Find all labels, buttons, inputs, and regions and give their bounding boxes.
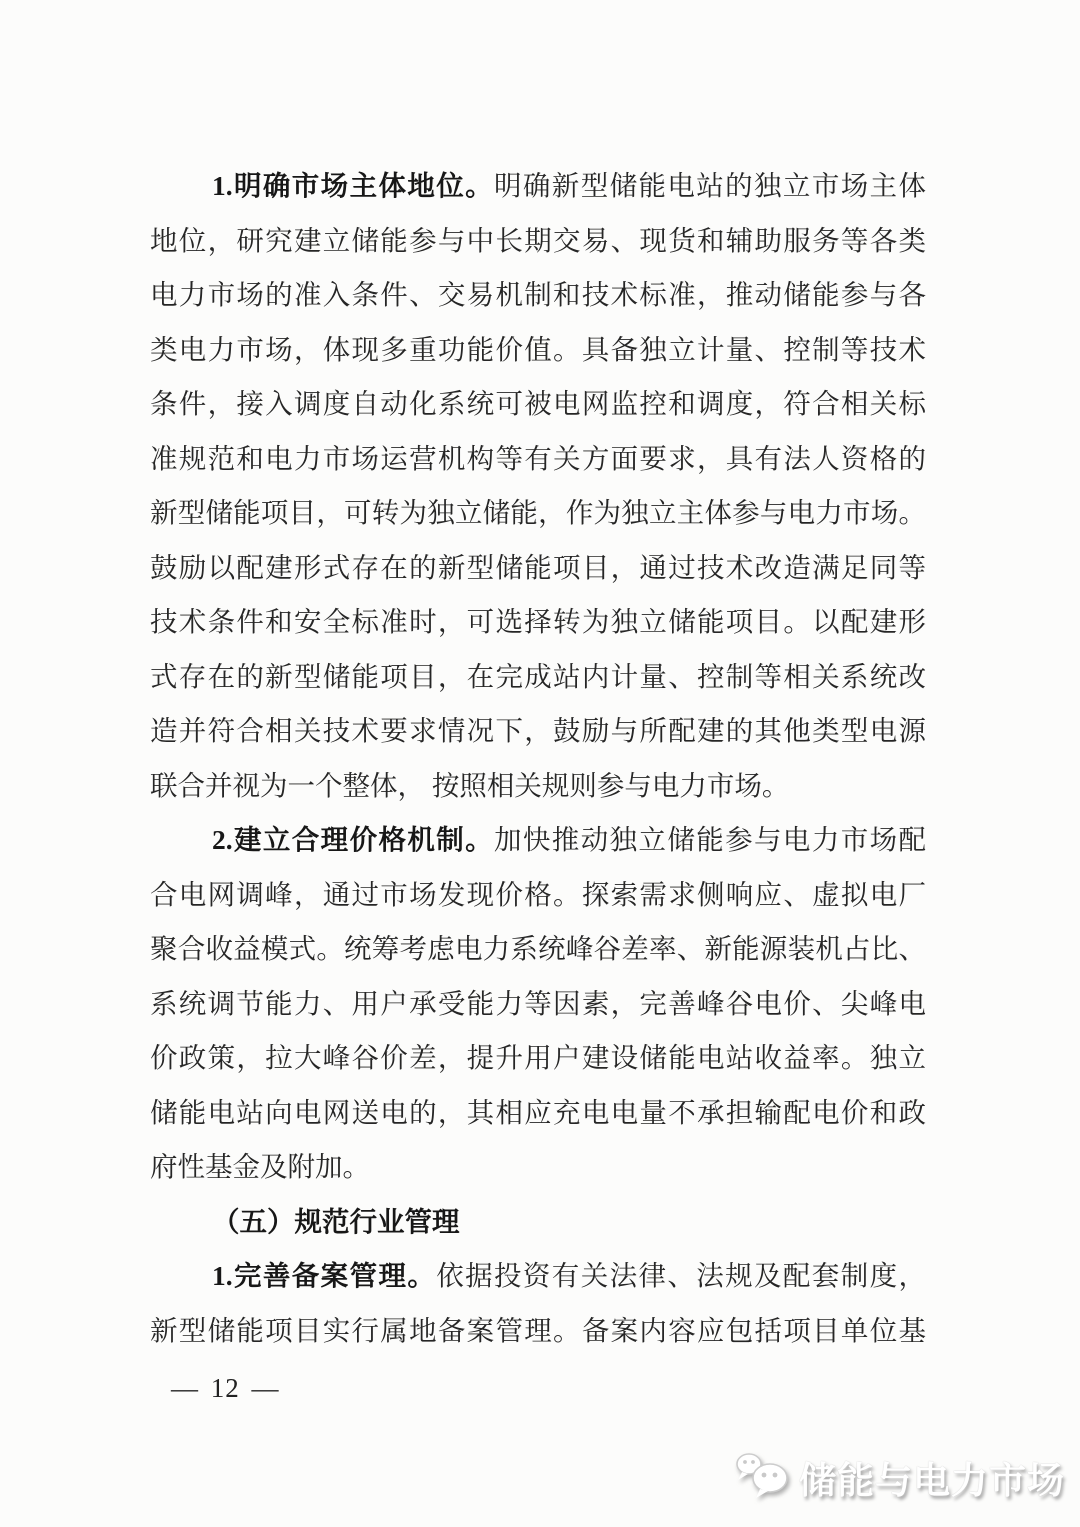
line-text: 加快推动独立储能参与电力市场配 bbox=[494, 824, 926, 855]
text-line bbox=[150, 486, 926, 541]
text-line bbox=[150, 595, 926, 650]
text-line bbox=[150, 1140, 926, 1195]
text-line bbox=[150, 159, 926, 214]
line-text: 依据投资有关法律、法规及配套制度， bbox=[436, 1260, 926, 1291]
watermark-label: 储能与电力市场 bbox=[799, 1460, 1065, 1501]
text-line bbox=[150, 977, 926, 1032]
line-text: 类电力市场，体现多重功能价值。具备独立计量、控制等技术 bbox=[150, 333, 926, 365]
text-line bbox=[150, 377, 926, 432]
text-line bbox=[150, 268, 926, 323]
text-line bbox=[150, 759, 926, 814]
page-number: — 12 — bbox=[171, 1373, 280, 1403]
text-line bbox=[150, 432, 926, 487]
line-text: 府性基金及附加。 bbox=[150, 1151, 370, 1182]
bold-lead: 1.明确市场主体地位。 bbox=[212, 170, 495, 201]
line-text: 储能电站向电网送电的，其相应充电电量不承担输配电价和政 bbox=[150, 1096, 926, 1128]
text-line bbox=[150, 541, 926, 596]
section-heading bbox=[150, 1195, 926, 1250]
line-text: 准规范和电力市场运营机构等有关方面要求，具有法人资格的 bbox=[150, 442, 926, 474]
text-line bbox=[150, 868, 926, 923]
bold-lead: 1.完善备案管理。 bbox=[212, 1260, 437, 1291]
text-line bbox=[150, 1304, 926, 1359]
watermark bbox=[734, 1450, 1065, 1504]
line-text: 地位，研究建立储能参与中长期交易、现货和辅助服务等各类 bbox=[150, 224, 926, 256]
line-text: 聚合收益模式。统筹考虑电力系统峰谷差率、新能源装机占比、 bbox=[150, 933, 926, 964]
line-text: 电力市场的准入条件、交易机制和技术标准，推动储能参与各 bbox=[150, 279, 926, 310]
wechat-chat-bubbles-icon bbox=[734, 1450, 794, 1504]
text-line bbox=[150, 1031, 926, 1086]
line-text: 造并符合相关技术要求情况下，鼓励与所配建的其他类型电源 bbox=[150, 715, 926, 746]
document-body bbox=[150, 159, 926, 1358]
line-text: 联合并视为一个整体， 按照相关规则参与电力市场。 bbox=[150, 769, 790, 801]
text-line bbox=[150, 1249, 926, 1304]
line-text: 技术条件和安全标准时，可选择转为独立储能项目。以配建形 bbox=[150, 606, 926, 637]
text-line bbox=[150, 323, 926, 378]
text-line bbox=[150, 650, 926, 705]
line-text: 明确新型储能电站的独立市场主体 bbox=[494, 170, 926, 201]
line-text: 合电网调峰，通过市场发现价格。探索需求侧响应、虚拟电厂 bbox=[150, 878, 926, 910]
bold-lead: （五）规范行业管理 bbox=[212, 1205, 460, 1237]
line-text: 式存在的新型储能项目，在完成站内计量、控制等相关系统改 bbox=[150, 660, 926, 692]
line-text: 新型储能项目实行属地备案管理。备案内容应包括项目单位基 bbox=[150, 1314, 926, 1346]
line-text: 鼓励以配建形式存在的新型储能项目，通过技术改造满足同等 bbox=[150, 551, 926, 583]
text-line bbox=[150, 813, 926, 868]
text-line bbox=[150, 922, 926, 977]
line-text: 条件，接入调度自动化系统可被电网监控和调度，符合相关标 bbox=[150, 388, 926, 419]
line-text: 价政策，拉大峰谷价差，提升用户建设储能电站收益率。独立 bbox=[150, 1042, 926, 1073]
line-text: 系统调节能力、用户承受能力等因素，完善峰谷电价、尖峰电 bbox=[150, 987, 926, 1019]
bold-lead: 2.建立合理价格机制。 bbox=[212, 824, 495, 855]
text-line bbox=[150, 704, 926, 759]
line-text: 新型储能项目，可转为独立储能，作为独立主体参与电力市场。 bbox=[150, 497, 926, 528]
text-line bbox=[150, 1086, 926, 1141]
text-line bbox=[150, 214, 926, 269]
